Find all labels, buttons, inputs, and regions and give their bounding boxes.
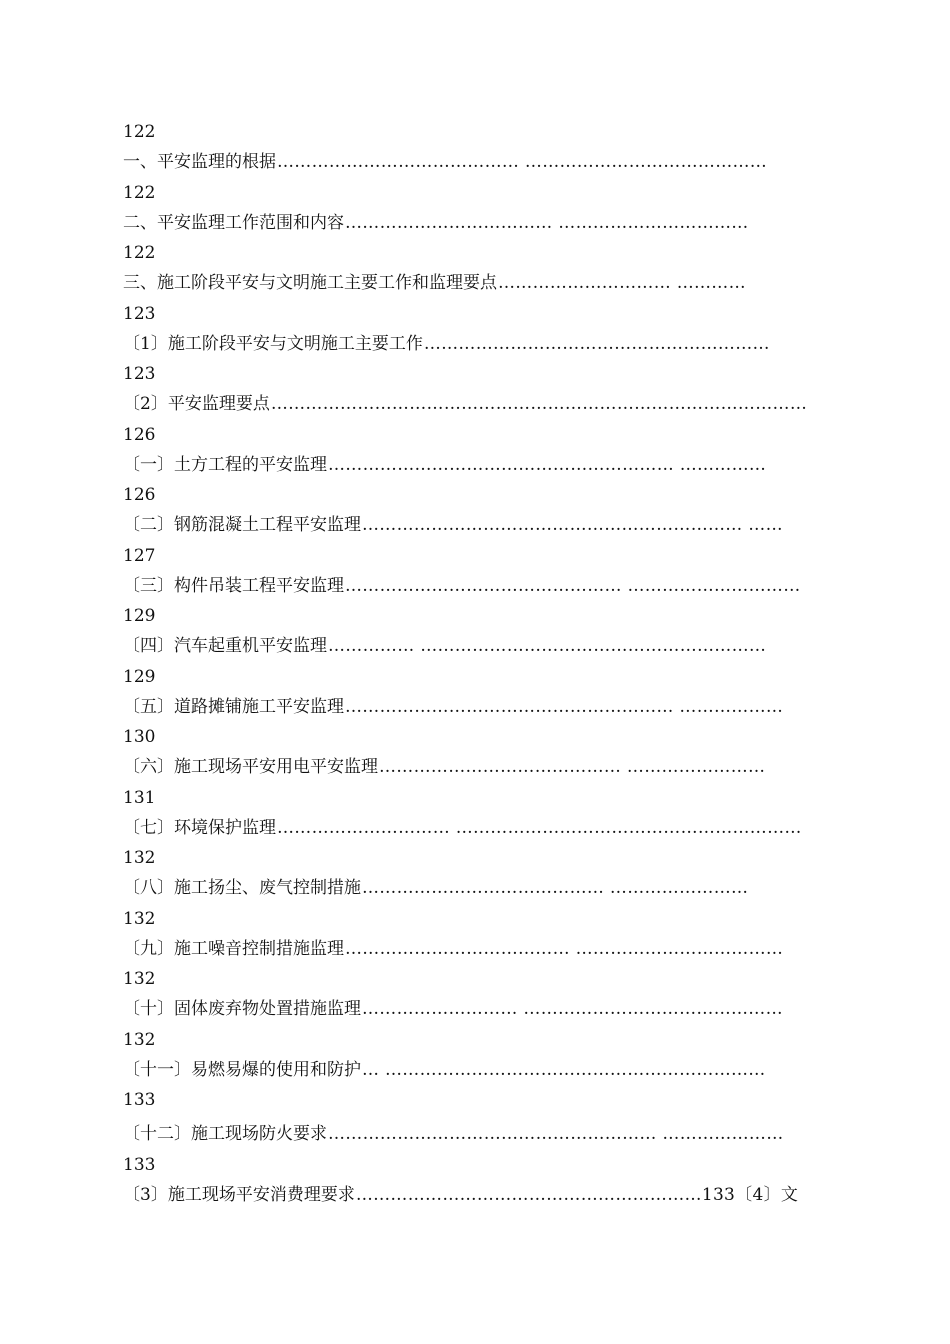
- toc-entry-title: 〔八〕施工扬尘、废气控制措施: [123, 878, 361, 899]
- toc-leader-dots: ………………………………………………… …………………: [328, 1124, 784, 1145]
- toc-page-number: 123: [123, 364, 156, 384]
- toc-entry-title: 〔3〕施工现场平安消费理要求: [123, 1184, 355, 1205]
- toc-entry: [123, 994, 828, 1024]
- table-of-contents: [123, 117, 828, 1210]
- toc-entry: [123, 510, 828, 540]
- toc-page-number: 122: [123, 122, 156, 142]
- toc-entry-title: 〔六〕施工现场平安用电平安监理: [123, 757, 378, 778]
- toc-leader-dots: … …………………………………………………………: [362, 1059, 766, 1080]
- toc-page-number: 129: [123, 606, 156, 626]
- toc-page-number: 127: [123, 545, 156, 566]
- toc-leader-dots: ………………………………… ………………………………: [345, 938, 784, 959]
- toc-entry-title: 〔十〕固体废弃物处置措施监理: [123, 999, 361, 1020]
- toc-entry: [123, 1055, 828, 1085]
- toc-page-number: 123: [123, 303, 156, 324]
- toc-page-number: 133: [123, 1154, 156, 1175]
- toc-page-number: 126: [123, 485, 156, 505]
- toc-entry-title: 〔九〕施工噪音控制措施监理: [123, 938, 344, 959]
- toc-leader-dots: …………………………………… ……………………: [379, 757, 766, 778]
- toc-page-number: 131: [123, 787, 156, 808]
- toc-entry-title: 三、施工阶段平安与文明施工主要工作和监理要点: [123, 273, 497, 294]
- toc-page-number: 132: [123, 848, 156, 868]
- toc-entry: [123, 813, 828, 843]
- toc-leader-dots: …………………………………… ……………………: [362, 878, 749, 899]
- toc-entry-title: 〔二〕钢筋混凝土工程平安监理: [123, 515, 361, 536]
- toc-leader-dots: ………………………………………………… ………………: [345, 696, 784, 717]
- toc-entry: [123, 571, 828, 601]
- toc-entry: [123, 450, 828, 480]
- toc-leader-dots: ………………………… …………: [498, 273, 746, 294]
- toc-entry-title: 〔四〕汽车起重机平安监理: [123, 636, 327, 657]
- toc-entry-title: 〔七〕环境保护监理: [123, 817, 276, 838]
- toc-entry-title: 〔五〕道路摊铺施工平安监理: [123, 696, 344, 717]
- toc-leader-dots: …………………………………………………… ……………: [328, 454, 767, 475]
- toc-leader-dots: …………………………………… ……………………………………: [277, 152, 768, 173]
- toc-entry: [123, 208, 828, 238]
- toc-leader-dots: …………………………………………………………………………………: [270, 394, 808, 415]
- toc-page-number: 122: [123, 243, 156, 263]
- toc-entry: [123, 1180, 828, 1210]
- toc-entry: [123, 692, 828, 722]
- toc-page-number: 129: [123, 666, 156, 687]
- toc-leader-dots: ………………………………………………………… ……: [362, 515, 783, 536]
- toc-page-number: 132: [123, 908, 156, 929]
- toc-entry-title: 〔2〕平安监理要点: [123, 394, 270, 415]
- toc-page-number: 132: [123, 1029, 156, 1050]
- toc-leader-dots: ……………………… ………………………………………: [362, 999, 783, 1020]
- toc-leader-dots: ……………………………………………………133〔4〕文: [355, 1184, 799, 1205]
- toc-page-number: 130: [123, 727, 156, 747]
- toc-entry-title: 〔1〕施工阶段平安与文明施工主要工作: [123, 333, 423, 354]
- toc-page-number: 132: [123, 969, 156, 989]
- toc-entry: [123, 752, 828, 782]
- toc-entry: [123, 268, 828, 298]
- toc-entry: [123, 873, 828, 903]
- toc-leader-dots: ………………………………………… …………………………: [345, 575, 801, 596]
- toc-entry: [123, 389, 828, 419]
- toc-leader-dots: ……………………………………………………: [423, 333, 770, 354]
- toc-leader-dots: ………………………… ……………………………………………………: [277, 817, 802, 838]
- toc-entry: [123, 147, 828, 177]
- toc-page-number: 126: [123, 424, 156, 445]
- toc-entry: [123, 934, 828, 964]
- toc-entry-title: 二、平安监理工作范围和内容: [123, 212, 344, 233]
- toc-entry: [123, 329, 828, 359]
- toc-entry-title: 〔一〕土方工程的平安监理: [123, 454, 327, 475]
- toc-page-number: 133: [123, 1090, 156, 1110]
- toc-entry-title: 一、平安监理的根据: [123, 152, 276, 173]
- toc-entry: [123, 1119, 828, 1149]
- toc-leader-dots: …………… ……………………………………………………: [328, 636, 767, 657]
- toc-entry: [123, 631, 828, 661]
- toc-entry-title: 〔十一〕易燃易爆的使用和防护: [123, 1059, 361, 1080]
- toc-leader-dots: ……………………………… ……………………………: [345, 212, 749, 233]
- toc-page-number: 122: [123, 182, 156, 203]
- toc-entry-title: 〔十二〕施工现场防火要求: [123, 1124, 327, 1145]
- toc-entry-title: 〔三〕构件吊装工程平安监理: [123, 575, 344, 596]
